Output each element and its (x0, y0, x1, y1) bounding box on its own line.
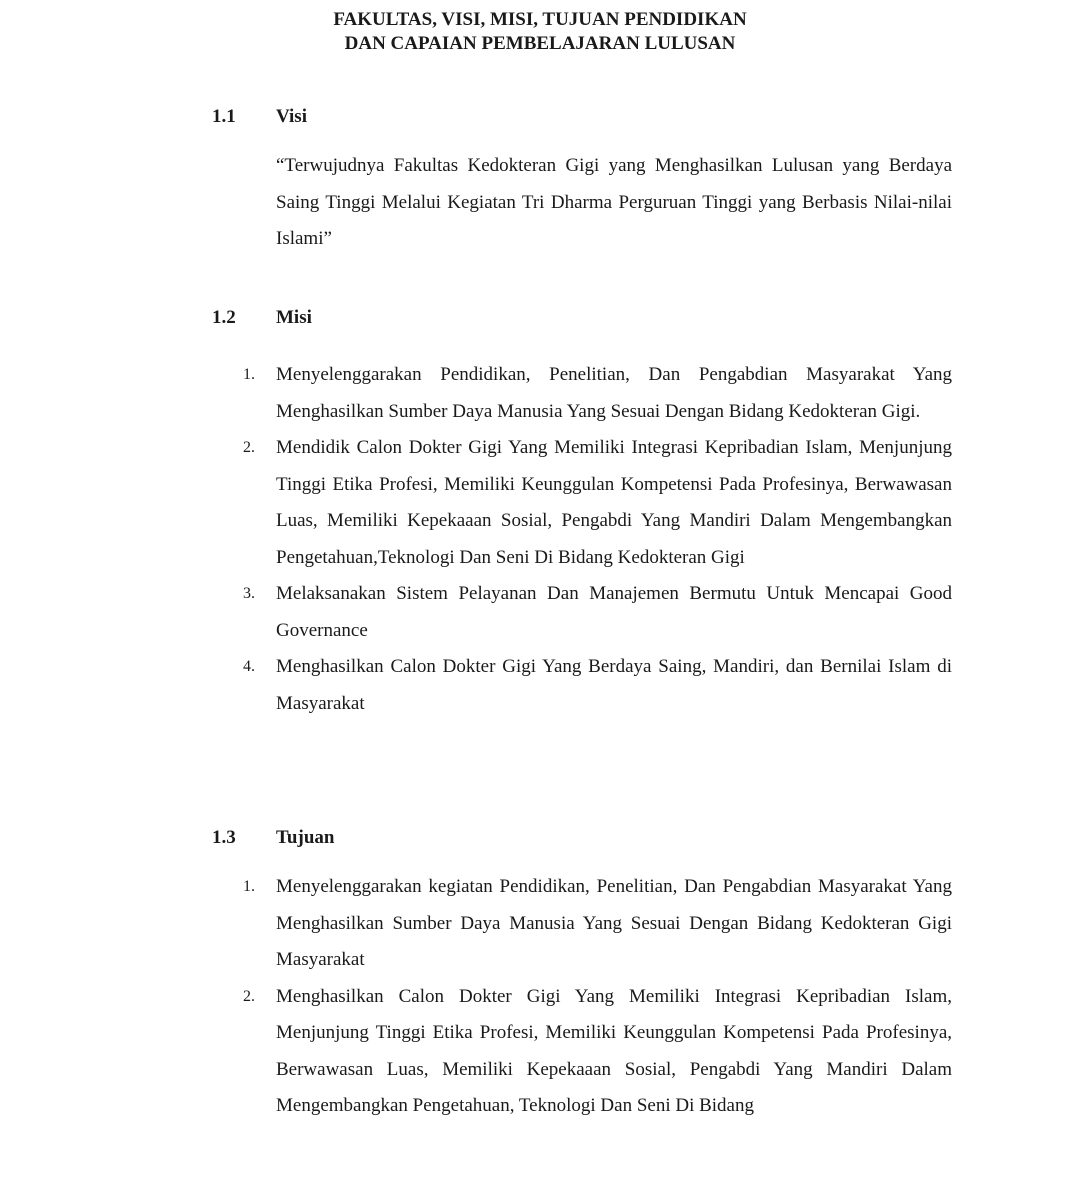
list-marker: 2. (243, 987, 255, 1005)
list-item (243, 357, 952, 430)
list-marker: 1. (243, 878, 255, 895)
section-title: Visi (276, 106, 307, 127)
section-title: Tujuan (276, 827, 335, 848)
section-title: Misi (276, 307, 312, 328)
title-line-1: FAKULTAS, VISI, MISI, TUJUAN PENDIDIKAN (333, 9, 747, 30)
list-item-text: Menyelenggarakan kegiatan Pendidikan, Penelitian, Dan Pengabdian Masyarakat Yang Menghasilkan Sumber Daya Manusia Yang Sesuai Dengan Bidang Kedokteran Gigi Masyarakat (276, 876, 952, 970)
list-item-text: Melaksanakan Sistem Pelayanan Dan Manajemen Bermutu Untuk Mencapai Good Governance (276, 583, 952, 641)
section-number: 1.1 (212, 106, 236, 127)
title-line-2: DAN CAPAIAN PEMBELAJARAN LULUSAN (344, 33, 736, 54)
section-number: 1.2 (212, 307, 236, 328)
section-heading-misi (212, 306, 312, 330)
list-marker: 2. (243, 439, 255, 456)
document-title (0, 8, 1080, 56)
list-marker: 3. (243, 585, 255, 602)
list-marker: 1. (243, 366, 255, 383)
visi-statement: “Terwujudnya Fakultas Kedokteran Gigi yang Menghasilkan Lulusan yang Berdaya Saing Tinggi Melalui Kegiatan Tri Dharma Perguruan Tinggi yang Berbasis Nilai-nilai Islami” (276, 155, 952, 249)
section-heading-tujuan (212, 826, 334, 850)
list-item (243, 979, 952, 1125)
list-marker: 4. (243, 658, 255, 675)
section-number: 1.3 (212, 827, 236, 848)
list-item-text: Menghasilkan Calon Dokter Gigi Yang Memiliki Integrasi Kepribadian Islam, Menjunjung Tinggi Etika Profesi, Memiliki Keunggulan Kompetensi Pada Profesinya, Berwawasan Luas, Memiliki Kepekaaan Sosial, Pengabdi Yang Mandiri Dalam Mengembangkan Pengetahuan, Teknologi Dan Seni Di Bidang (276, 985, 952, 1116)
list-item (243, 869, 952, 979)
section-heading-visi (212, 105, 307, 129)
list-item (243, 576, 952, 649)
list-item (243, 649, 952, 722)
misi-list (243, 357, 952, 722)
list-item (243, 430, 952, 576)
list-item-text: Menyelenggarakan Pendidikan, Penelitian, Dan Pengabdian Masyarakat Yang Menghasilkan Sumber Daya Manusia Yang Sesuai Dengan Bidang Kedokteran Gigi. (276, 364, 952, 422)
list-item-text: Menghasilkan Calon Dokter Gigi Yang Berdaya Saing, Mandiri, dan Bernilai Islam di Masyarakat (276, 656, 952, 714)
list-item-text: Mendidik Calon Dokter Gigi Yang Memiliki Integrasi Kepribadian Islam, Menjunjung Tinggi Etika Profesi, Memiliki Keunggulan Kompetensi Pada Profesinya, Berwawasan Luas, Memiliki Kepekaaan Sosial, Pengabdi Yang Mandiri Dalam Mengembangkan Pengetahuan,Teknologi Dan Seni Di Bidang Kedokteran Gigi (276, 437, 952, 568)
tujuan-list (243, 869, 952, 1125)
